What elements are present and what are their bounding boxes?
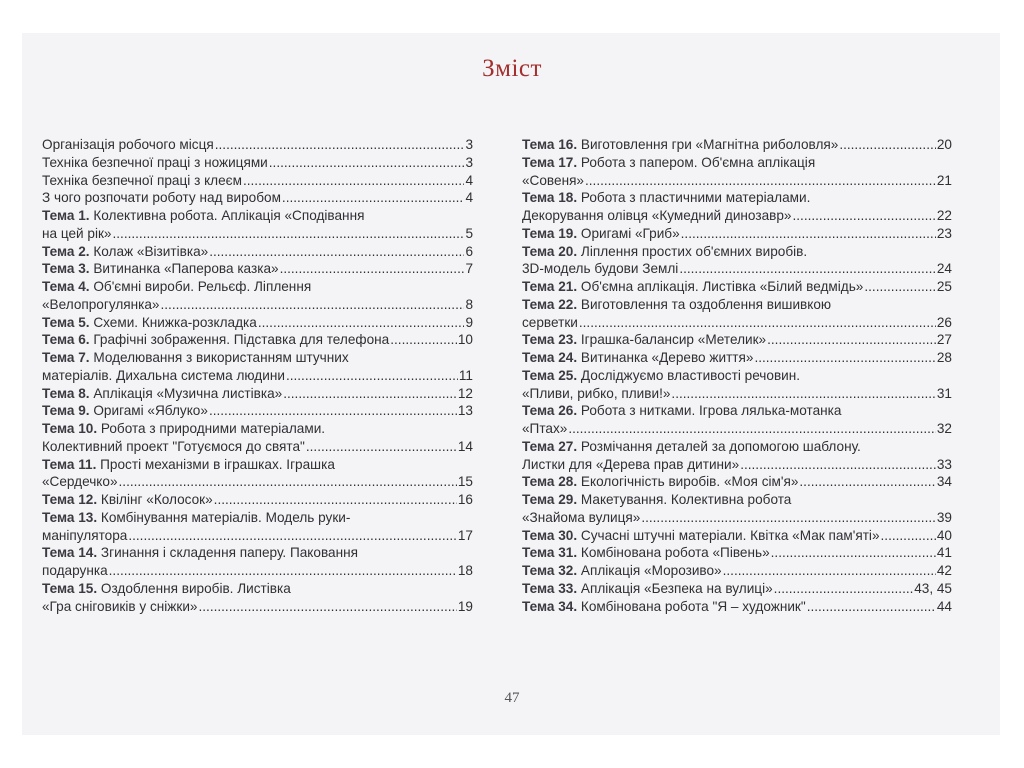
toc-entry-text xyxy=(42,599,197,614)
toc-entry-text xyxy=(522,474,798,489)
toc-line xyxy=(522,208,952,226)
toc-line xyxy=(522,350,952,368)
topic-title: серветки xyxy=(522,314,578,330)
topic-title: Листки для «Дерева прав дитини» xyxy=(522,456,740,472)
topic-title: Ліплення простих об'ємних виробів. xyxy=(577,243,808,259)
toc-line xyxy=(522,297,952,315)
topic-title: З чого розпочати роботу над виробом xyxy=(42,190,281,206)
dot-leader xyxy=(109,563,457,578)
toc-line xyxy=(522,155,952,173)
topic-title: Макетування. Колективна робота xyxy=(577,492,792,507)
toc-line xyxy=(522,474,952,492)
toc-page-number: 8 xyxy=(465,296,473,312)
toc-entry-text xyxy=(522,599,806,614)
topic-title: «Птах» xyxy=(522,421,568,436)
dot-leader xyxy=(881,528,936,543)
toc-entry-text xyxy=(42,155,268,170)
dot-leader xyxy=(807,599,936,614)
dot-leader xyxy=(681,226,936,241)
topic-number: Тема 17. xyxy=(522,154,578,170)
toc-line xyxy=(42,173,473,191)
topic-title: Робота з природними матеріалами. xyxy=(97,421,326,436)
topic-number: Тема 4. xyxy=(42,279,90,294)
toc-line xyxy=(522,545,952,563)
toc-line xyxy=(522,457,952,475)
topic-title: Оздоблення виробів. Листівка xyxy=(97,580,291,596)
topic-number: Тема 1. xyxy=(42,208,90,223)
dot-leader xyxy=(215,137,465,152)
toc-page-number: 27 xyxy=(936,332,952,348)
topic-title: Оригамі «Гриб» xyxy=(577,225,680,241)
toc-page-number: 17 xyxy=(457,527,473,543)
toc-line xyxy=(522,510,952,528)
topic-title: Техніка безпечної праці з клеєм xyxy=(42,172,242,188)
toc-entry-text xyxy=(522,226,680,241)
topic-number: Тема 6. xyxy=(42,332,90,348)
dot-leader xyxy=(128,528,457,543)
toc-page-number: 18 xyxy=(457,563,473,578)
toc-line xyxy=(522,261,952,279)
topic-number: Тема 8. xyxy=(42,385,90,401)
topic-number: Тема 30. xyxy=(522,527,578,543)
topic-title: «Пливи, рибко, пливи!» xyxy=(522,385,671,401)
topic-title: Схеми. Книжка-розкладка xyxy=(89,314,257,330)
topic-number: Тема 11. xyxy=(42,456,97,472)
toc-line xyxy=(522,563,952,581)
toc-entry-text xyxy=(42,386,282,401)
topic-number: Тема 3. xyxy=(42,261,90,277)
toc-page-number: 3 xyxy=(465,137,473,152)
toc-line xyxy=(42,474,473,492)
toc-line xyxy=(522,279,952,297)
toc-page-number: 42 xyxy=(936,563,952,578)
toc-page-number: 13 xyxy=(457,403,473,419)
toc-entry-text xyxy=(42,173,242,188)
topic-title: Колаж «Візитівка» xyxy=(89,243,209,259)
topic-number: Тема 9. xyxy=(42,403,90,419)
toc-page-number: 7 xyxy=(465,261,473,277)
toc-line xyxy=(42,599,473,617)
toc-line xyxy=(42,421,473,439)
topic-title: «Велопрогулянка» xyxy=(42,296,160,312)
toc-entry-text xyxy=(42,474,118,489)
toc-line xyxy=(42,261,473,279)
toc-page-number: 41 xyxy=(936,545,952,561)
toc-entry-text xyxy=(522,457,739,472)
toc-line xyxy=(522,581,952,599)
page-title: Зміст xyxy=(482,55,542,82)
toc-line xyxy=(42,545,473,563)
dot-leader xyxy=(283,386,457,401)
topic-title: Оригамі «Яблуко» xyxy=(89,403,208,419)
topic-title: Квілінг «Колосок» xyxy=(97,492,213,507)
toc-line xyxy=(42,457,473,475)
topic-title: Комбінування матеріалів. Модель руки- xyxy=(97,509,351,525)
topic-number: Тема 22. xyxy=(522,296,578,312)
toc-line xyxy=(42,190,473,208)
dot-leader xyxy=(113,226,465,241)
dot-leader xyxy=(585,173,936,188)
toc-entry-text xyxy=(42,510,350,525)
toc-entry-text xyxy=(522,315,578,330)
toc-line xyxy=(522,190,952,208)
toc-page-number: 40 xyxy=(936,527,952,543)
toc-entry-text xyxy=(42,261,279,276)
toc-line xyxy=(522,315,952,333)
topic-number: Тема 26. xyxy=(522,403,578,419)
topic-title: Колективний проект "Готуємося до свята" xyxy=(42,438,305,454)
toc-line xyxy=(522,439,952,457)
topic-title: 3D-модель будови Землі xyxy=(522,261,679,277)
dot-leader xyxy=(390,332,457,347)
dot-leader xyxy=(280,261,465,276)
toc-entry-text xyxy=(522,563,722,578)
toc-page-number: 39 xyxy=(936,509,952,525)
topic-title: Аплікація «Музична листівка» xyxy=(89,385,283,401)
toc-page-number: 34 xyxy=(936,474,952,490)
toc-entry-text xyxy=(42,528,127,543)
topic-number: Тема 14. xyxy=(42,545,98,561)
topic-title: Робота з папером. Об'ємна аплікація xyxy=(577,154,816,170)
toc-page-number: 22 xyxy=(936,208,952,223)
topic-title: Об'ємна аплікація. Листівка «Білий ведмідь» xyxy=(577,279,864,294)
topic-number: Тема 24. xyxy=(522,350,578,365)
toc-entry-text xyxy=(522,403,841,418)
toc-entry-text xyxy=(42,457,335,472)
toc-entry-text xyxy=(522,155,815,170)
dot-leader xyxy=(209,403,457,418)
dot-leader xyxy=(792,208,935,223)
toc-page-number: 21 xyxy=(936,172,952,188)
toc-entry-text xyxy=(42,368,285,383)
topic-number: Тема 15. xyxy=(42,580,98,596)
toc-entry-text xyxy=(42,439,305,454)
topic-title: «Совеня» xyxy=(522,172,584,188)
toc-entry-text xyxy=(522,261,678,276)
dot-leader xyxy=(641,510,936,525)
toc-entry-text xyxy=(42,190,281,205)
toc-right-column xyxy=(522,137,952,616)
toc-line xyxy=(522,244,952,262)
toc-entry-text xyxy=(42,545,358,560)
topic-number: Тема 18. xyxy=(522,190,578,206)
dot-leader xyxy=(269,155,465,170)
toc-line xyxy=(522,137,952,155)
topic-title: Досліджуємо властивості речовин. xyxy=(577,367,801,383)
dot-leader xyxy=(198,599,456,614)
toc-page-number: 4 xyxy=(465,190,473,206)
toc-entry-text xyxy=(42,279,311,294)
topic-number: Тема 16. xyxy=(522,137,578,152)
topic-title: Розмічання деталей за допомогою шаблону. xyxy=(577,438,861,454)
topic-title: подарунка xyxy=(42,563,108,578)
dot-leader xyxy=(774,581,914,596)
toc-entry-text xyxy=(42,350,349,365)
topic-title: Організація робочого місця xyxy=(42,137,214,152)
toc-line xyxy=(522,332,952,350)
toc-entry-text xyxy=(42,492,213,507)
topic-number: Тема 5. xyxy=(42,314,90,330)
topic-number: Тема 2. xyxy=(42,243,90,259)
toc-line xyxy=(42,297,473,315)
dot-leader xyxy=(671,386,935,401)
topic-title: Техніка безпечної праці з ножицями xyxy=(42,154,268,170)
topic-title: Колективна робота. Аплікація «Сподівання xyxy=(89,208,365,223)
topic-title: Виготовлення та оздоблення вишивкою xyxy=(577,296,832,312)
toc-page-number: 12 xyxy=(457,385,473,401)
dot-leader xyxy=(568,421,936,436)
topic-title: Сучасні штучні матеріали. Квітка «Мак пам'яті» xyxy=(577,527,880,543)
topic-number: Тема 7. xyxy=(42,350,90,365)
toc-page-number: 6 xyxy=(465,243,473,259)
topic-title: «Гра сніговиків у сніжки» xyxy=(42,598,198,614)
dot-leader xyxy=(767,332,936,347)
toc-line xyxy=(42,208,473,226)
dot-leader xyxy=(679,261,936,276)
toc-entry-text xyxy=(522,421,567,436)
toc-line xyxy=(42,137,473,155)
toc-page-number: 44 xyxy=(936,598,952,614)
toc-line xyxy=(522,386,952,404)
dot-leader xyxy=(258,315,465,330)
toc-page-number: 16 xyxy=(457,492,473,507)
toc-line xyxy=(522,492,952,510)
topic-number: Тема 10. xyxy=(42,421,98,436)
toc-entry-text xyxy=(522,439,861,454)
topic-title: Аплікація «Безпека на вулиці» xyxy=(577,580,773,596)
dot-leader xyxy=(286,368,458,383)
toc-entry-text xyxy=(42,297,160,312)
toc-entry-text xyxy=(42,137,214,152)
toc-entry-text xyxy=(522,208,791,223)
topic-number: Тема 33. xyxy=(522,580,578,596)
toc-line xyxy=(42,244,473,262)
dot-leader xyxy=(282,190,465,205)
toc-line xyxy=(42,226,473,244)
topic-title: Екологічність виробів. «Моя сім'я» xyxy=(577,474,799,490)
topic-title: Робота з пластичними матеріалами. xyxy=(577,190,811,206)
toc-entry-text xyxy=(42,581,291,596)
topic-number: Тема 20. xyxy=(522,243,578,259)
toc-page-number: 43, 45 xyxy=(914,580,952,596)
toc-page-number: 11 xyxy=(458,367,473,383)
dot-leader xyxy=(754,350,935,365)
toc-entry-text xyxy=(42,226,112,241)
dot-leader xyxy=(161,297,465,312)
topic-title: на цей рік» xyxy=(42,225,112,241)
topic-title: Аплікація «Морозиво» xyxy=(577,563,722,578)
toc-line xyxy=(42,332,473,350)
toc-line xyxy=(522,403,952,421)
toc-entry-text xyxy=(42,403,208,418)
toc-page-number: 23 xyxy=(936,225,952,241)
toc-line xyxy=(522,173,952,191)
topic-title: матеріалів. Дихальна система людини xyxy=(42,367,285,383)
topic-number: Тема 32. xyxy=(522,563,578,578)
toc-line xyxy=(42,439,473,457)
toc-page-number: 5 xyxy=(465,225,473,241)
toc-page-number: 26 xyxy=(936,314,952,330)
toc-entry-text xyxy=(522,173,584,188)
toc-entry-text xyxy=(522,368,800,383)
toc-entry-text xyxy=(42,563,108,578)
toc-entry-text xyxy=(42,421,325,436)
toc-page-number: 15 xyxy=(457,474,473,490)
topic-title: Об'ємні вироби. Рельєф. Ліплення xyxy=(89,279,312,294)
topic-number: Тема 13. xyxy=(42,509,98,525)
topic-number: Тема 23. xyxy=(522,332,578,348)
topic-number: Тема 28. xyxy=(522,474,578,490)
dot-leader xyxy=(243,173,464,188)
topic-number: Тема 25. xyxy=(522,367,578,383)
toc-page-number: 20 xyxy=(936,137,952,152)
topic-title: Моделювання з використанням штучних xyxy=(89,350,349,365)
topic-title: Графічні зображення. Підставка для телефона xyxy=(89,332,390,348)
dot-leader xyxy=(723,563,936,578)
toc-page-number: 31 xyxy=(936,385,952,401)
topic-number: Тема 34. xyxy=(522,598,578,614)
toc-page-number: 24 xyxy=(936,261,952,277)
toc-line xyxy=(42,510,473,528)
dot-leader xyxy=(771,545,936,560)
topic-title: Прості механізми в іграшках. Іграшка xyxy=(96,456,335,472)
topic-number: Тема 12. xyxy=(42,492,98,507)
toc-page-number: 32 xyxy=(936,421,952,436)
toc-line xyxy=(42,315,473,333)
topic-title: Декорування олівця «Кумедний динозавр» xyxy=(522,208,792,223)
toc-line xyxy=(42,386,473,404)
toc-entry-text xyxy=(522,581,773,596)
topic-title: Витинанка «Дерево життя» xyxy=(577,350,754,365)
toc-entry-text xyxy=(522,510,640,525)
toc-entry-text xyxy=(42,244,208,259)
toc-left-column xyxy=(42,137,473,616)
toc-entry-text xyxy=(522,350,753,365)
topic-title: Робота з нитками. Ігрова лялька-мотанка xyxy=(577,403,842,419)
dot-leader xyxy=(214,492,457,507)
topic-title: маніпулятора xyxy=(42,527,128,543)
toc-page-number: 10 xyxy=(457,332,473,348)
toc-entry-text xyxy=(42,332,389,347)
topic-number: Тема 21. xyxy=(522,279,578,294)
topic-title: Іграшка-балансир «Метелик» xyxy=(577,332,767,348)
toc-line xyxy=(522,528,952,546)
toc-page-number: 4 xyxy=(465,172,473,188)
toc-entry-text xyxy=(42,315,257,330)
toc-entry-text xyxy=(522,279,863,294)
topic-title: Витинанка «Паперова казка» xyxy=(89,261,279,277)
toc-line xyxy=(522,226,952,244)
toc-line xyxy=(42,368,473,386)
dot-leader xyxy=(864,279,936,294)
toc-line xyxy=(522,421,952,439)
toc-entry-text xyxy=(522,528,880,543)
toc-page-number: 19 xyxy=(457,598,473,614)
dot-leader xyxy=(306,439,457,454)
dot-leader xyxy=(209,244,464,259)
toc-entry-text xyxy=(522,137,838,152)
topic-title: «Сердечко» xyxy=(42,474,118,490)
toc-line xyxy=(42,563,473,581)
toc-line xyxy=(42,581,473,599)
toc-entry-text xyxy=(42,208,364,223)
toc-entry-text xyxy=(522,386,670,401)
topic-title: Комбінована робота "Я – художник" xyxy=(577,598,806,614)
toc-line xyxy=(42,350,473,368)
toc-page-number: 3 xyxy=(465,154,473,170)
topic-number: Тема 31. xyxy=(522,545,578,561)
topic-number: Тема 29. xyxy=(522,492,578,507)
toc-page-number: 9 xyxy=(465,314,473,330)
toc-page-number: 28 xyxy=(936,350,952,365)
toc-line xyxy=(522,368,952,386)
topic-number: Тема 27. xyxy=(522,438,578,454)
toc-page-number: 25 xyxy=(936,279,952,294)
toc-line xyxy=(42,403,473,421)
toc-page-number: 33 xyxy=(936,456,952,472)
toc-line xyxy=(42,155,473,173)
toc-entry-text xyxy=(522,492,791,507)
toc-entry-text xyxy=(522,332,766,347)
toc-line xyxy=(42,528,473,546)
toc-entry-text xyxy=(522,297,831,312)
dot-leader xyxy=(740,457,936,472)
dot-leader xyxy=(579,315,936,330)
dot-leader xyxy=(119,474,457,489)
dot-leader xyxy=(839,137,936,152)
page-number: 47 xyxy=(504,690,520,706)
topic-title: Виготовлення гри «Магнітна риболовля» xyxy=(577,137,839,152)
topic-number: Тема 19. xyxy=(522,225,578,241)
toc-entry-text xyxy=(522,244,807,259)
toc-page-number: 14 xyxy=(457,438,473,454)
dot-leader xyxy=(799,474,935,489)
toc-line xyxy=(42,492,473,510)
toc-line xyxy=(42,279,473,297)
toc-entry-text xyxy=(522,545,770,560)
topic-title: Комбінована робота «Півень» xyxy=(577,545,770,561)
topic-title: Згинання і складення паперу. Паковання xyxy=(97,545,358,561)
toc-line xyxy=(522,599,952,617)
topic-title: «Знайома вулиця» xyxy=(522,509,641,525)
toc-entry-text xyxy=(522,190,810,205)
